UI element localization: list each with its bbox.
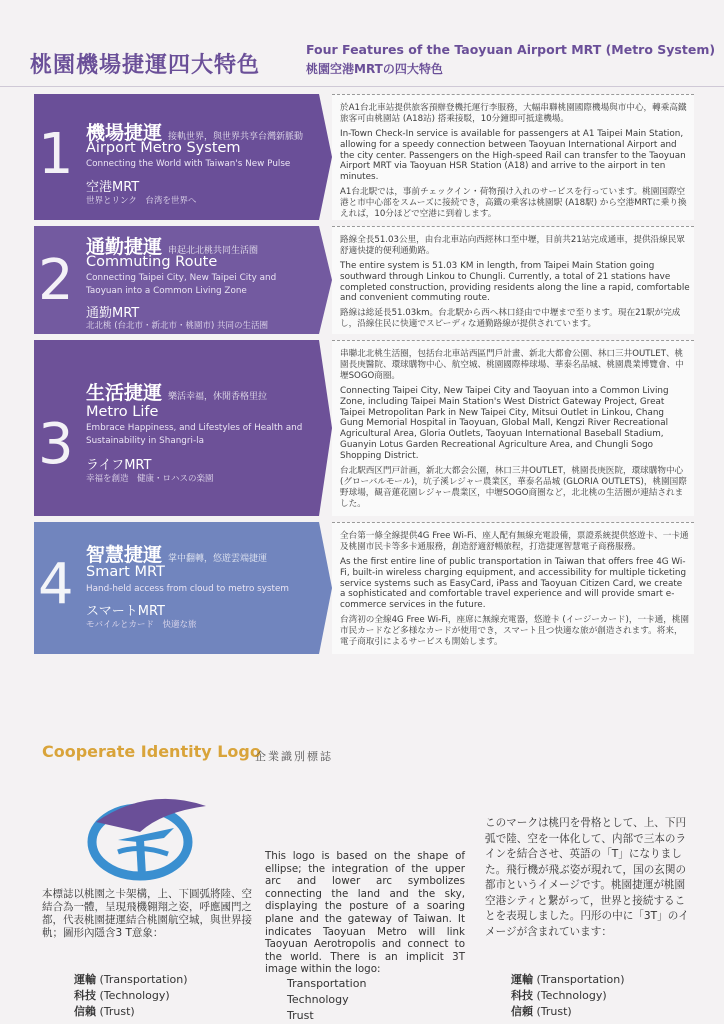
feature-title-zh bbox=[86, 540, 267, 567]
feature-text-box bbox=[332, 226, 694, 334]
feature-title-en: Smart MRT bbox=[86, 564, 165, 580]
feature-number: 2 bbox=[38, 248, 74, 313]
three-t-en: (Trust) bbox=[99, 1005, 135, 1018]
feature-text-ja: A1台北駅では，事前チェックイン・荷物預け入れのサービスを行っています。桃園国際空港と市中心部をスムーズに接続でき，高鐵の乗客は桃園駅 (A18駅) から空港MRTに乗り換えれば，10分ほどで空港に到着します。 bbox=[340, 186, 687, 219]
feature-text-zh: 於A1台北車站提供旅客預辦登機托運行李服務，大幅串聯桃園國際機場與市中心，轉乘高鐵旅客可由桃園站 (A18站) 搭乘接駁，10分鐘即可抵達機場。 bbox=[340, 103, 687, 124]
page-title-en: Four Features of the Taoyuan Airport MRT (Metro System) bbox=[306, 42, 716, 57]
feature-text-ja: 台北駅西区門戸計画，新北大都会公園，林口三井OUTLET，桃園長庚医院，環球購物中心 (グローバルモール)，坑子溪レジャー農業区，華泰名品城 (GLORIA OUTLETS)，桃園国際野球場，観音蓮花園レジャー農業区，中壢SOGO商圏など，北北桃の生活圏が連結されました。 bbox=[340, 465, 687, 509]
feature-subtitle-ja: 幸福を創造 健康・ロハスの楽園 bbox=[86, 474, 214, 484]
feature-title-zh-text: 智慧捷運 bbox=[86, 544, 163, 566]
ci-logo-title-zh: 企業識別標誌 bbox=[255, 750, 333, 763]
three-t-item bbox=[511, 972, 625, 988]
ci-description-en: This logo is based on the shape of ellipse; the integration of the upper arc and lower arc symbolizes connecting the land and the sky, displaying the posture of a soaring plane and the gateway of Taiwan. It indicates Taoyuan Metro will link Taoyuan Aerotropolis and connect to the world. There is an implicit 3T image within the logo: bbox=[265, 850, 465, 976]
feature-panel bbox=[34, 226, 319, 334]
feature-text-en: The entire system is 51.03 KM in length, from Taipei Main Station going southward through Linkou to Chungli. Currently, a total of 21 stations have completed construction, providing residents along the line a rapid, comfortable and convenient commuting route. bbox=[340, 261, 690, 304]
feature-title-zh-text: 機場捷運 bbox=[86, 122, 163, 144]
three-t-term: 信頼 bbox=[511, 1005, 533, 1018]
feature-text-box bbox=[332, 94, 694, 220]
feature-metro-life bbox=[34, 340, 694, 516]
feature-text-zh: 路線全長51.03公里，由台北車站向西經林口至中壢，目前共21站完成通車，提供沿線民眾舒適快捷的便利通勤路。 bbox=[340, 235, 685, 256]
feature-title-ja: ライフMRT bbox=[86, 458, 152, 473]
feature-desc-en: Hand-held access from cloud to metro system bbox=[86, 584, 289, 594]
three-t-term: 運輸 bbox=[511, 973, 533, 986]
three-t-item bbox=[74, 972, 188, 988]
feature-arrow-shape bbox=[319, 94, 332, 220]
feature-subtitle-zh: 接軌世界，與世界共享台灣新脈動 bbox=[168, 132, 304, 142]
feature-title-en: Airport Metro System bbox=[86, 140, 241, 156]
three-t-item bbox=[511, 988, 625, 1004]
three-t-list-zh bbox=[74, 972, 188, 1020]
feature-text-en: Connecting Taipei City, New Taipei City and Taoyuan into a Common Living Zone, including Taipei Main Station's West District Gateway Project, Great Taipei Metropolitan Park in New Taipei City, Mitsui Outlet in Linkou, Chang Gung Memorial Hospital in Taoyuan, Global Mall, Kengzi River Recreational Agricultural Area, Gloria Outlets, Taoyuan International Baseball Stadium, Guanyin Lotus Garden Recreational Agriculture Area, and Chungli Sogo Shopping District. bbox=[340, 386, 669, 461]
feature-number: 3 bbox=[38, 412, 74, 477]
feature-number: 1 bbox=[38, 122, 74, 187]
three-t-en: (Technology) bbox=[536, 989, 607, 1002]
three-t-item bbox=[74, 1004, 188, 1020]
feature-title-en: Commuting Route bbox=[86, 254, 218, 270]
ci-description-ja: このマークは桃円を骨格として、上、下円弧で陸、空を一体化して、内部で三本のラインを結合させ、英語の「T」になりました。飛行機が飛ぶ姿が現れて，国の玄関の都市というイメージです。桃園捷運が桃園空港シティと繋がって，世界と接続することを表現しました。円形の中に「3T」のイメージが含まれています： bbox=[485, 817, 689, 938]
feature-text-ja: 路線は総延長51.03km。台北駅から西へ林口経由で中壢まで至ります。現在21駅が完成し，沿線住民に快適でスピーディな通勤路線が提供されています。 bbox=[340, 308, 681, 330]
feature-desc-en: Connecting the World with Taiwan's New Pulse bbox=[86, 159, 291, 169]
feature-arrow-shape bbox=[319, 226, 332, 334]
feature-commuting-route bbox=[34, 226, 694, 334]
feature-subtitle-ja: モバイルとカード 快適な旅 bbox=[86, 620, 197, 630]
header-divider bbox=[0, 86, 724, 87]
feature-text-ja: 台湾初の全線4G Free Wi-Fi，座席に無線充電器，悠遊卡 (イージーカード)，一卡通，桃園市民カードなど多様なカードが使用でき，スマート且つ快適な旅が創造されます。将来，電子商取引によるサービスも開始します。 bbox=[340, 614, 690, 647]
feature-title-zh bbox=[86, 378, 267, 405]
feature-subtitle-ja: 世界とリンク 台湾を世界へ bbox=[86, 196, 197, 206]
feature-subtitle-zh: 串起北北桃共同生活圈 bbox=[168, 246, 259, 256]
feature-airport-metro bbox=[34, 94, 694, 220]
feature-text-zh: 全台第一條全線提供4G Free Wi-Fi、座人配有無線充電設備，票證系統提供悠遊卡、一卡通及桃園市民卡等多卡通服務，創造舒適舒暢旅程，打造捷運智慧電子商務服務。 bbox=[340, 531, 689, 552]
feature-subtitle-zh: 樂活幸福，休閒香格里拉 bbox=[168, 392, 268, 402]
page-title-zh: 桃園機場捷運四大特色 bbox=[30, 53, 261, 78]
feature-panel bbox=[34, 340, 319, 516]
feature-title-ja: 通勤MRT bbox=[86, 306, 140, 321]
feature-title-zh-text: 生活捷運 bbox=[86, 382, 163, 404]
ci-logo-title-en: Cooperate Identity Logo bbox=[42, 742, 261, 761]
feature-panel bbox=[34, 94, 319, 220]
three-t-term: 運輸 bbox=[74, 973, 96, 986]
three-t-item: Transportation bbox=[287, 977, 367, 990]
three-t-list-en bbox=[287, 976, 366, 1024]
three-t-item bbox=[74, 988, 188, 1004]
three-t-en: (Technology) bbox=[99, 989, 170, 1002]
feature-title-zh-text: 通勤捷運 bbox=[86, 236, 163, 258]
ci-description-zh: 本標誌以桃園之卡架構，上、下圓弧將陸、空結合為一體，呈現飛機翱翔之姿，呼應國門之都，代表桃園捷運結合桃園航空城，與世界接軌；圖形內隱含3 T意象： bbox=[42, 888, 252, 939]
feature-subtitle-zh: 掌中翻轉，悠遊雲端捷運 bbox=[168, 554, 268, 564]
feature-text-box bbox=[332, 340, 694, 516]
three-t-item: Trust bbox=[287, 1009, 314, 1022]
three-t-en: (Trust) bbox=[536, 1005, 572, 1018]
feature-panel bbox=[34, 522, 319, 654]
three-t-list-ja bbox=[511, 972, 625, 1020]
feature-text-zh: 串聯北北桃生活圈，包括台北車站西區門戶計畫、新北大都會公園、林口三井OUTLET、桃園長庚醫院、環球購物中心、航空城、桃園國際棒球場、華泰名品城、桃園農業博覽會、中壢SOGO商圈。 bbox=[340, 349, 684, 381]
feature-number: 4 bbox=[38, 552, 74, 617]
feature-title-en: Metro Life bbox=[86, 404, 159, 420]
feature-desc-en: Connecting Taipei City, New Taipei City and Taoyuan into a Common Living Zone bbox=[86, 273, 277, 296]
three-t-term: 科技 bbox=[511, 989, 533, 1002]
three-t-item bbox=[511, 1004, 625, 1020]
feature-text-box bbox=[332, 522, 694, 654]
three-t-item: Technology bbox=[287, 993, 349, 1006]
feature-text-en: In-Town Check-In service is available for passengers at A1 Taipei Main Station, allowing for a speedy connection between Taoyuan International Airport and the city center. Passengers on the High-speed Rail can transfer to the Taoyuan Airport MRT via Taoyuan HSR Station (A18) and arrive to the airport in ten minutes. bbox=[340, 129, 686, 183]
feature-text-en: As the first entire line of public transportation in Taiwan that offers free 4G Wi-Fi, built-in wireless charging equipment, and accessibility for multiple ticketing service systems such as EasyCard, iPass and Taoyuan Citizen Card, we create a sophisticated and comfortable travel experience and will provide smart e-commerce services in the future. bbox=[340, 557, 687, 611]
taoyuan-metro-logo bbox=[78, 792, 218, 888]
feature-arrow-shape bbox=[319, 522, 332, 654]
feature-subtitle-ja: 北北桃 (台北市・新北市・桃園市) 共同の生活圏 bbox=[86, 321, 269, 331]
three-t-en: (Transportation) bbox=[536, 973, 625, 986]
feature-arrow-shape bbox=[319, 340, 332, 516]
three-t-term: 信賴 bbox=[74, 1005, 96, 1018]
feature-title-ja: 空港MRT bbox=[86, 180, 140, 195]
three-t-en: (Transportation) bbox=[99, 973, 188, 986]
three-t-term: 科技 bbox=[74, 989, 96, 1002]
page-title-ja: 桃園空港MRTの四大特色 bbox=[306, 62, 443, 76]
feature-desc-en: Embrace Happiness, and Lifestyles of Health and Sustainability in Shangri-la bbox=[86, 423, 303, 446]
feature-title-ja: スマートMRT bbox=[86, 604, 165, 619]
feature-smart-mrt bbox=[34, 522, 694, 654]
